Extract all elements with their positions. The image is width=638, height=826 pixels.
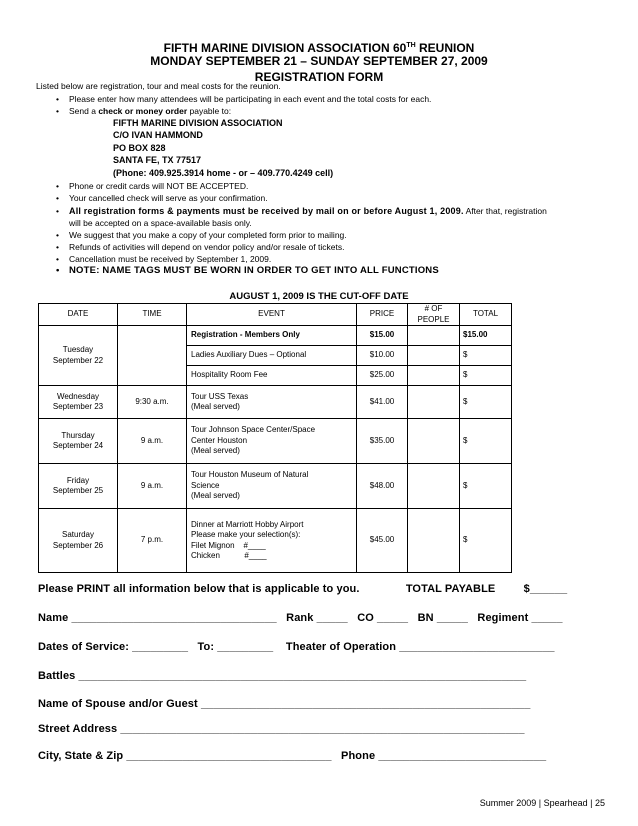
spouse-guest-field[interactable]: Name of Spouse and/or Guest _____________________________________________________ (38, 698, 531, 710)
table-header-row (39, 304, 512, 326)
header-people: # OF PEOPLE (408, 304, 460, 326)
price-cell: $41.00 (357, 386, 408, 419)
table-row (39, 386, 512, 419)
instruction-attendees: • Please enter how many attendees will be participating in each event and the total costs for each. (54, 93, 594, 105)
page-footer: Summer 2009 | Spearhead | 25 (479, 798, 605, 808)
people-input-cell[interactable] (408, 419, 460, 464)
time-cell: 9 a.m. (118, 464, 187, 509)
cutoff-notice: AUGUST 1, 2009 IS THE CUT-OFF DATE (229, 291, 409, 302)
phone-field[interactable]: Phone ___________________________ (341, 750, 547, 762)
date-cell: Friday September 25 (39, 464, 118, 509)
rank-field[interactable]: Rank _____ (286, 612, 348, 624)
table-row (39, 509, 512, 573)
total-cell: $15.00 (460, 326, 512, 346)
date-cell: Thursday September 24 (39, 419, 118, 464)
regiment-field[interactable]: Regiment _____ (477, 612, 563, 624)
event-cell: Ladies Auxiliary Dues – Optional (187, 346, 357, 366)
event-cell: Tour Johnson Space Center/Space Center Houston (Meal served) (187, 419, 357, 464)
battles-field[interactable]: Battles ________________________________________________________________________ (38, 670, 527, 682)
event-cell: Hospitality Room Fee (187, 366, 357, 386)
mailing-address: FIFTH MARINE DIVISION ASSOCIATION C/O IVAN HAMMOND PO BOX 828 SANTA FE, TX 77517 (Phone: 409.925.3914 home - or – 409.770.4249 cell) (113, 118, 334, 178)
name-line (38, 612, 563, 624)
instruction-refunds: • Refunds of activities will depend on vendor policy and/or resale of tickets. (54, 241, 594, 253)
date-cell: Tuesday September 22 (39, 326, 118, 386)
time-cell (118, 326, 187, 386)
instruction-no-cards: • Phone or credit cards will NOT BE ACCEPTED. (54, 180, 594, 192)
instruction-deadline: • All registration forms & payments must be received by mail on or before August 1, 2009. After that, registration will be accepted on a space-available basis only. (54, 205, 594, 229)
bn-field[interactable]: BN _____ (417, 612, 468, 624)
table-row (39, 326, 512, 346)
time-cell: 7 p.m. (118, 509, 187, 573)
instruction-name-tags: • NOTE: NAME TAGS MUST BE WORN IN ORDER TO GET INTO ALL FUNCTIONS (54, 265, 594, 277)
city-state-zip-field[interactable]: City, State & Zip _________________________________ (38, 750, 332, 762)
total-cell[interactable]: $ (460, 464, 512, 509)
event-cell: Tour Houston Museum of Natural Science (Meal served) (187, 464, 357, 509)
header-event: EVENT (187, 304, 357, 326)
dates-of-service-field[interactable]: Dates of Service: _________ (38, 641, 189, 653)
people-input-cell[interactable] (408, 366, 460, 386)
city-phone-line (38, 750, 546, 762)
total-payable-label: TOTAL PAYABLE (405, 583, 496, 595)
header-date: DATE (39, 304, 118, 326)
total-cell[interactable]: $ (460, 366, 512, 386)
price-cell: $10.00 (357, 346, 408, 366)
reunion-dates: MONDAY SEPTEMBER 21 – SUNDAY SEPTEMBER 27, 2009 (150, 54, 488, 68)
reunion-title: FIFTH MARINE DIVISION ASSOCIATION 60TH REUNION (163, 41, 475, 55)
header-price: PRICE (357, 304, 408, 326)
people-input-cell[interactable] (408, 509, 460, 573)
people-input-cell[interactable] (408, 326, 460, 346)
event-cell: Dinner at Marriott Hobby Airport Please make your selection(s): Filet Mignon #____ Chicken #____ (187, 509, 357, 573)
total-cell[interactable]: $ (460, 386, 512, 419)
time-cell: 9:30 a.m. (118, 386, 187, 419)
date-cell: Saturday September 26 (39, 509, 118, 573)
co-field[interactable]: CO _____ (357, 612, 409, 624)
form-title: REGISTRATION FORM (254, 70, 384, 84)
street-address-field[interactable]: Street Address _________________________________________________________________ (38, 723, 525, 735)
price-cell: $48.00 (357, 464, 408, 509)
people-input-cell[interactable] (408, 464, 460, 509)
people-input-cell[interactable] (408, 346, 460, 366)
date-cell: Wednesday September 23 (39, 386, 118, 419)
instructions-list-top (54, 93, 594, 117)
event-cell: Tour USS Texas (Meal served) (187, 386, 357, 419)
price-cell: $35.00 (357, 419, 408, 464)
total-cell[interactable]: $ (460, 509, 512, 573)
price-cell: $15.00 (357, 326, 408, 346)
instruction-copy: • We suggest that you make a copy of your completed form prior to mailing. (54, 229, 594, 241)
event-cell: Registration - Members Only (187, 326, 357, 346)
price-cell: $25.00 (357, 366, 408, 386)
people-input-cell[interactable] (408, 386, 460, 419)
name-field[interactable]: Name _________________________________ (38, 612, 277, 624)
table-row (39, 464, 512, 509)
print-instruction-line (38, 583, 567, 595)
instruction-cancellation: • Cancellation must be received by September 1, 2009. (54, 253, 594, 265)
table-row (39, 419, 512, 464)
registration-table (38, 303, 512, 573)
total-cell[interactable]: $ (460, 346, 512, 366)
price-cell: $45.00 (357, 509, 408, 573)
instructions-list-bottom (54, 180, 594, 277)
instruction-confirmation: • Your cancelled check will serve as your confirmation. (54, 192, 594, 204)
service-line (38, 641, 555, 653)
theater-field[interactable]: Theater of Operation _________________________ (285, 641, 555, 653)
service-to-field[interactable]: To: _________ (197, 641, 274, 653)
time-cell: 9 a.m. (118, 419, 187, 464)
header-total: TOTAL (460, 304, 512, 326)
intro-text: Listed below are registration, tour and meal costs for the reunion. (36, 81, 281, 91)
print-instruction: Please PRINT all information below that is applicable to you. (38, 583, 360, 595)
header-time: TIME (118, 304, 187, 326)
instruction-payment: • Send a check or money order payable to: (54, 105, 594, 117)
total-cell[interactable]: $ (460, 419, 512, 464)
total-payable-field[interactable]: $______ (523, 583, 568, 595)
